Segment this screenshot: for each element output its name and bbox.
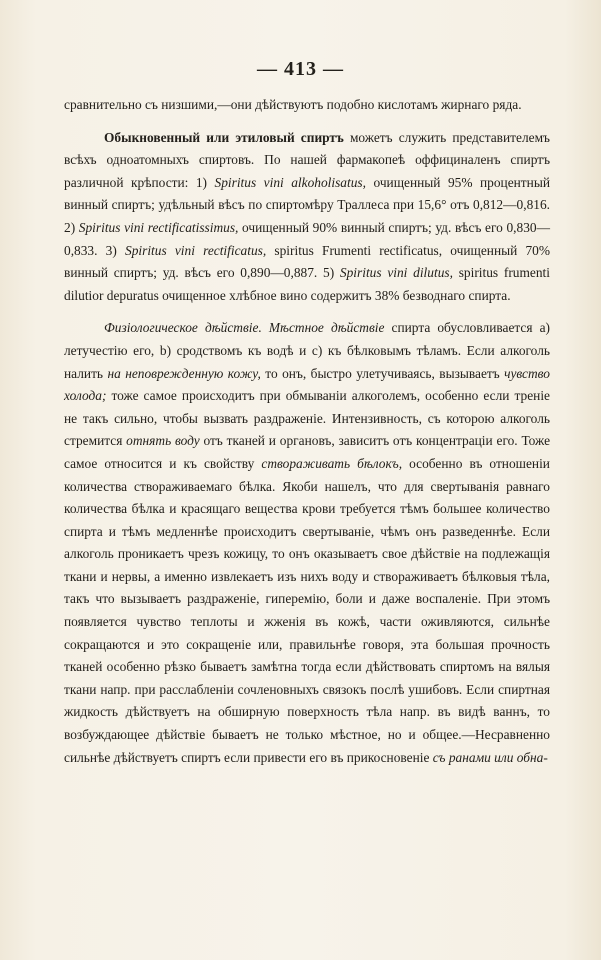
text-run: то онъ, быстро улетучиваясь, вызываетъ: [260, 365, 505, 381]
italic-text-run: на неповрежденную кожу,: [107, 365, 261, 381]
text-run: можетъ служить представителемъ всѣхъ одноатомныхъ спиртовъ. По нашей фармакопеѣ оффициналенъ спиртъ различной крѣпости: 1): [64, 129, 550, 190]
italic-text-run: отнять воду: [126, 433, 200, 449]
italic-text-run: съ ранами или обна-: [432, 749, 548, 765]
italic-text-run: Spiritus vini rectificatissimus,: [78, 219, 239, 235]
text-run: spiritus Frumenti rectificatus, очищенный 70% винный спиртъ; уд. вѣсъ его 0,890—0,887. 5): [64, 242, 551, 281]
paragraph: [64, 317, 550, 769]
italic-text-run: Spiritus vini dilutus,: [339, 265, 453, 281]
text-run: очищенный 90% винный спиртъ; уд. вѣсъ его 0,830—0,833. 3): [64, 219, 550, 258]
text-run: отъ тканей и органовъ, зависитъ отъ концентраціи его. Тоже самое относится и къ свойству: [64, 433, 551, 471]
text-run: очищенный 95% процентный винный спиртъ; удѣльный вѣсъ по спиртомѣру Траллеса при 15,6° отъ 0,812—0,816. 2): [64, 174, 550, 235]
italic-text-run: чувство холода;: [64, 365, 550, 404]
text-run: spiritus frumenti dilutior depuratus очищенное хлѣбное вино содержитъ 38% безводнаго спирта.: [64, 265, 550, 303]
text-run: сравнительно съ низшими,—они дѣйствуютъ подобно кислотамъ жирнаго ряда.: [64, 97, 522, 112]
paragraph: [64, 94, 550, 117]
bold-text-run: Обыкновенный или этиловый спиртъ: [104, 129, 344, 145]
paragraph: [64, 127, 550, 308]
italic-text-run: створаживать бѣлокъ,: [261, 455, 403, 471]
italic-text-run: Spiritus vini alkoholisatus,: [214, 174, 366, 190]
italic-text-run: Физіологическое дѣйствіе. Мѣстное дѣйствіе: [104, 320, 385, 336]
page-number: — 413 —: [257, 58, 344, 80]
text-run: тоже самое происходитъ при обмываніи алкоголемъ, особенно если треніе не такъ сильно, чтобы вызвать раздраженіе. Интензивность, съ которою алкоголь стремится: [64, 388, 550, 449]
italic-text-run: Spiritus vini rectificatus,: [125, 242, 267, 258]
text-run: спирта обусловливается a) летучестію его, b) сродствомъ къ водѣ и c) къ бѣлковымъ тѣламъ. Если алкоголь налить: [64, 320, 550, 381]
body-text: [64, 94, 550, 769]
text-run: особенно въ отношеніи количества створаживаемаго бѣлка. Якоби нашелъ, что для свертыванія равнаго количества бѣлка и красящаго вещества крови требуется тѣмъ большее количество спирта и тѣмъ медленнѣе происходитъ свертываніе, чѣмъ онъ разведеннѣе. Если алкоголь проникаетъ чрезъ кожицу, то онъ оказываетъ свое дѣйствіе на подлежащія ткани и нервы, а именно извлекаетъ изъ нихъ воду и створаживаетъ бѣлковыя тѣла, такъ что вызываетъ раздраженіе, гиперемію, боли и даже воспаленіе. При этомъ появляется чувство теплоты и жженія въ кожѣ, части оживляются, сильнѣе сокращаются и это сокращеніе или, правильнѣе говоря, эта большая прочность тканей особенно рѣзко бываетъ замѣтна тогда если дѣйствовать спиртомъ на вялыя ткани напр. при расслабленіи сочленовныхъ связокъ послѣ ушибовъ. Если спиртная жидкость дѣйствуетъ на обширную поверхность тѣла напр. въ видѣ ваннъ, то возбуждающее дѣйствіе бываетъ не только мѣстное, но и общее.—Несравненно сильнѣе дѣйствуетъ спиртъ если привести его въ прикосновеніе: [64, 455, 550, 765]
